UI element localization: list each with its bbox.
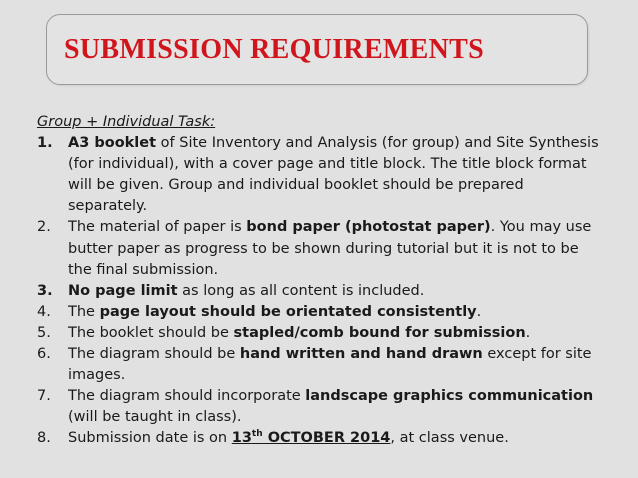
requirement-number: 1. xyxy=(37,135,53,152)
requirements-list xyxy=(37,133,607,449)
body-text: as long as all content is included. xyxy=(177,282,425,299)
slide-content xyxy=(37,112,607,450)
emphasis-text: page layout should be orientated consistently xyxy=(99,303,477,320)
emphasis-text: A3 booklet xyxy=(68,135,157,152)
emphasis-text: No page limit xyxy=(68,282,178,299)
body-text: The diagram should incorporate xyxy=(68,388,306,405)
requirement-item xyxy=(37,323,607,344)
emphasis-text: 13 xyxy=(231,430,252,447)
emphasis-text: stapled/comb bound for submission xyxy=(233,324,526,341)
body-text: except for site images. xyxy=(68,346,592,384)
requirement-text xyxy=(68,219,591,277)
body-text: The material of paper is xyxy=(68,219,247,236)
body-text: . xyxy=(476,303,482,320)
requirement-item xyxy=(37,133,607,217)
emphasis-text: bond paper (photostat paper) xyxy=(246,219,491,236)
requirement-text xyxy=(68,135,599,214)
body-text: Submission date is on xyxy=(68,430,232,447)
requirement-number: 5. xyxy=(37,324,51,341)
requirement-text xyxy=(68,304,481,320)
body-text: The booklet should be xyxy=(68,324,234,341)
body-text: , at class venue. xyxy=(390,430,509,447)
emphasis-text: th xyxy=(251,429,263,440)
emphasis-text: hand written and hand drawn xyxy=(239,346,483,363)
requirement-number: 6. xyxy=(37,346,51,363)
requirement-number: 7. xyxy=(37,388,51,405)
requirement-item xyxy=(37,386,607,428)
requirement-text xyxy=(68,430,509,446)
emphasis-text: landscape graphics communication xyxy=(305,388,594,405)
body-text: of Site Inventory and Analysis (for group) and Site Synthesis (for individual), with a cover page and title block. The title block format will be given. Group and individual booklet should be prepared separately. xyxy=(68,135,599,215)
body-text: . You may use butter paper as progress to be shown during tutorial but it is not to be the final submission. xyxy=(68,219,592,278)
task-header: Group + Individual Task: xyxy=(37,114,216,130)
requirement-number: 4. xyxy=(37,303,51,320)
requirement-item xyxy=(37,344,607,386)
requirement-text xyxy=(68,388,593,425)
body-text: The xyxy=(68,303,100,320)
submission-date xyxy=(232,430,391,446)
slide-title: SUBMISSION REQUIREMENTS xyxy=(64,34,484,65)
requirement-item xyxy=(37,217,607,280)
requirement-number: 2. xyxy=(37,219,51,236)
requirement-text xyxy=(68,346,591,383)
requirement-number: 8. xyxy=(37,430,51,447)
body-text: . xyxy=(525,324,531,341)
body-text: (will be taught in class). xyxy=(68,409,242,426)
requirement-item xyxy=(37,281,607,302)
title-box xyxy=(46,14,588,85)
requirement-text xyxy=(68,325,530,341)
requirement-item xyxy=(37,428,607,449)
emphasis-text: OCTOBER 2014 xyxy=(262,430,391,447)
requirement-text xyxy=(68,283,424,299)
requirement-item xyxy=(37,302,607,323)
body-text: The diagram should be xyxy=(68,346,240,363)
requirement-number: 3. xyxy=(37,282,53,299)
